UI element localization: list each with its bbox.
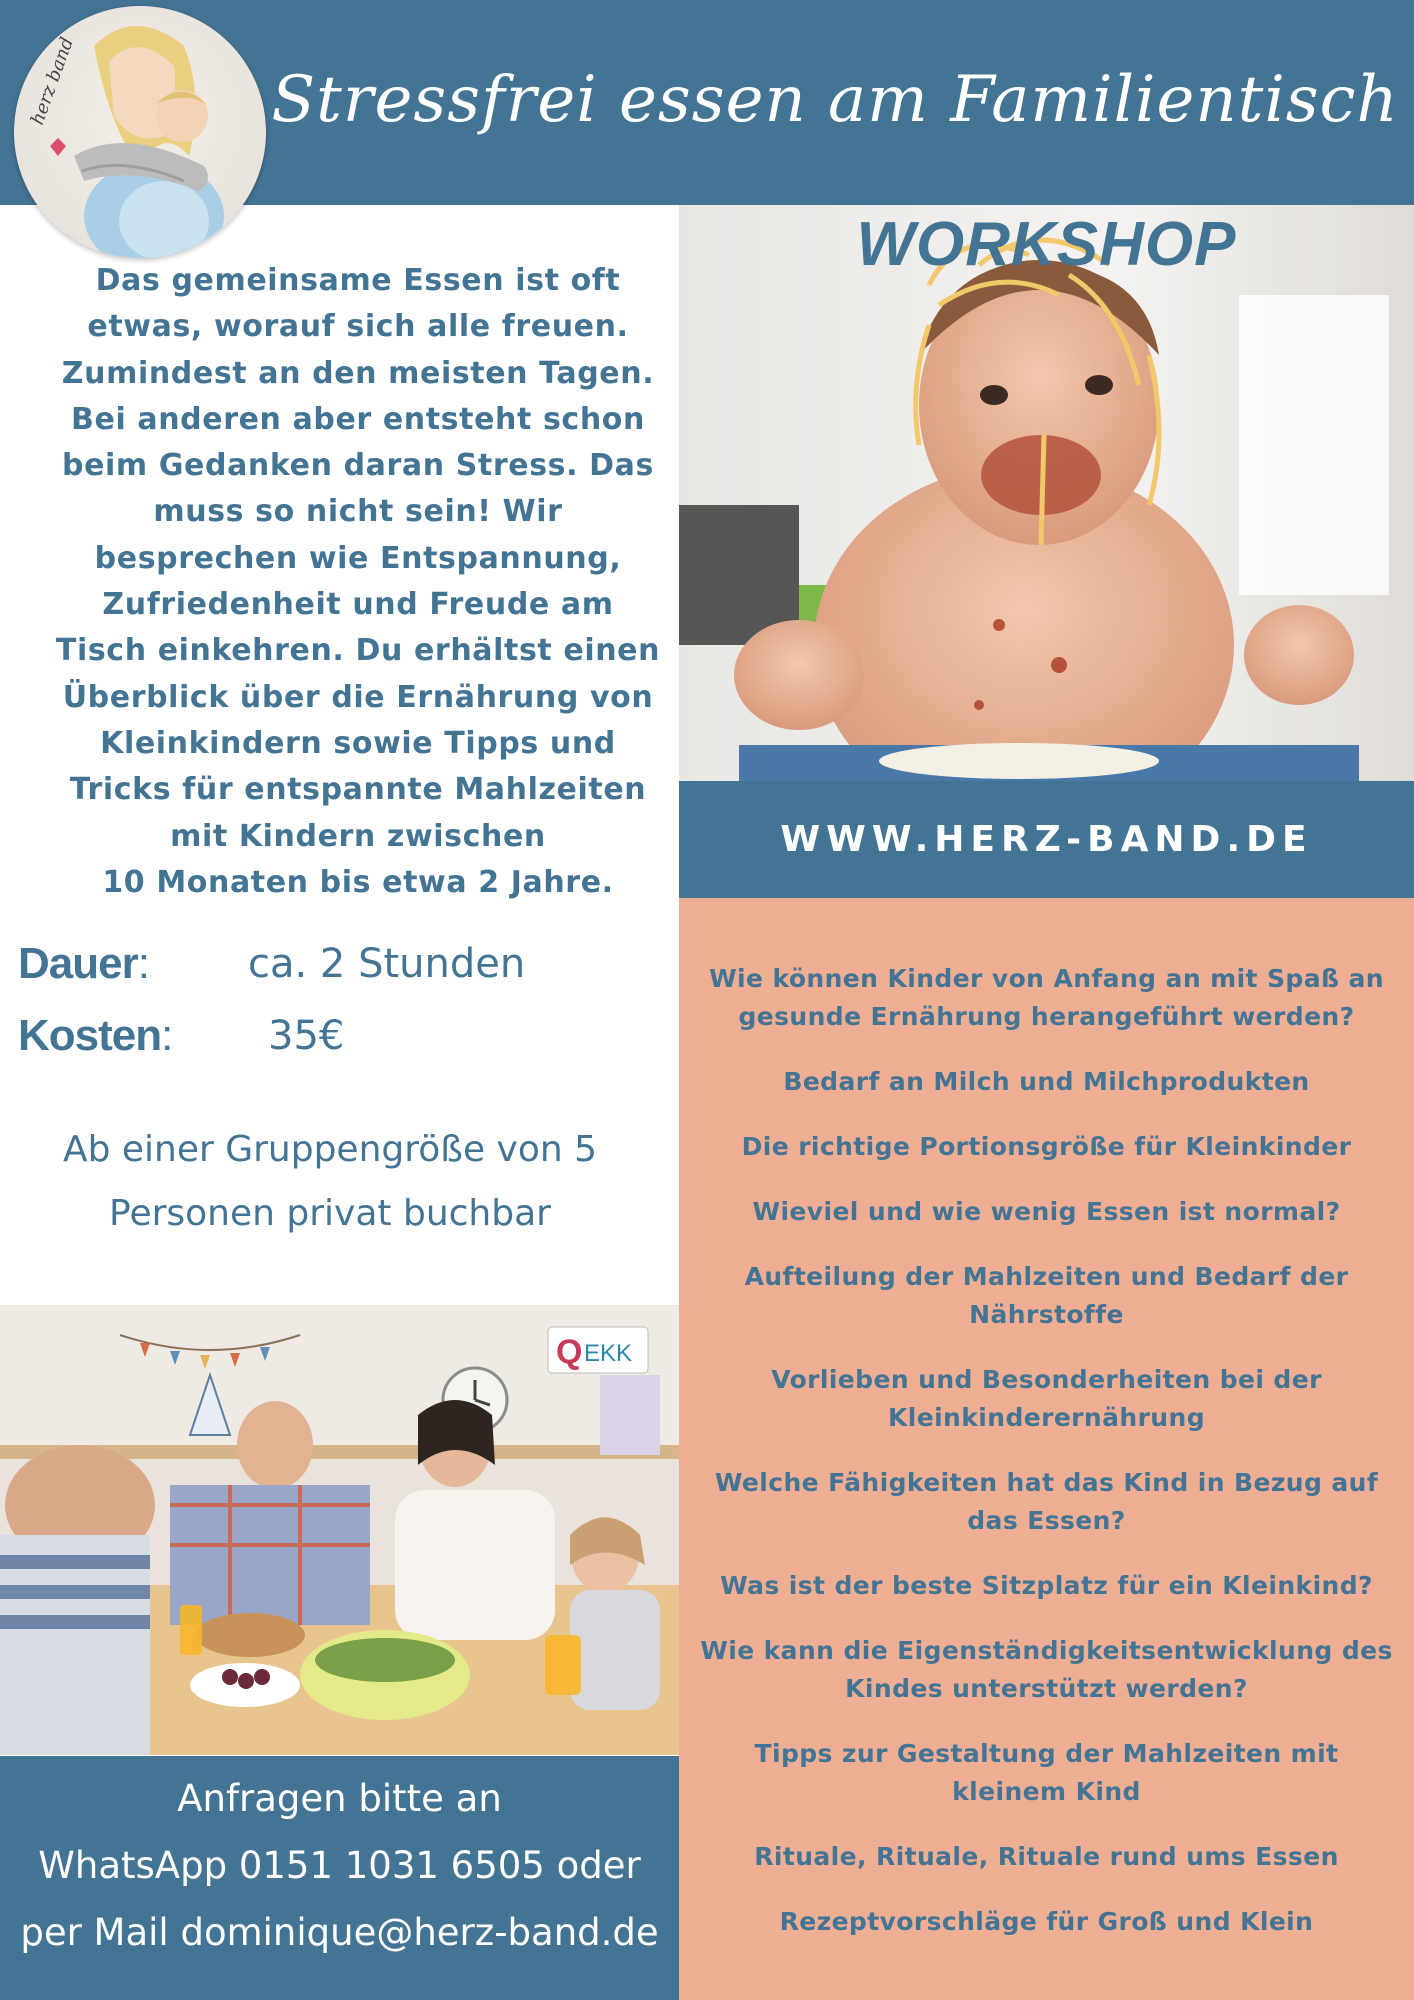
group-line-1: Ab einer Gruppengröße von 5 bbox=[62, 1129, 598, 1170]
duration-row bbox=[18, 934, 638, 994]
intro-line: Zumindest an den meisten Tagen. bbox=[61, 355, 655, 391]
cost-label: Kosten: bbox=[18, 1011, 173, 1060]
group-booking-text bbox=[20, 1118, 640, 1246]
intro-line: Tisch einkehren. Du erhältst einen bbox=[55, 633, 661, 669]
intro-line: Überblick über die Ernährung von bbox=[62, 679, 654, 715]
workshop-label: WORKSHOP bbox=[856, 210, 1237, 279]
topic-item: Wie können Kinder von Anfang an mit Spaß an gesunde Ernährung herangeführt werden? bbox=[709, 964, 1384, 1031]
cost-value: 35€ bbox=[268, 1013, 345, 1059]
topics-list bbox=[679, 960, 1414, 1968]
intro-line: Tricks für entspannte Mahlzeiten bbox=[69, 772, 647, 808]
topic-item: Aufteilung der Mahlzeiten und Bedarf der Nährstoffe bbox=[744, 1262, 1349, 1329]
topic-item: Was ist der beste Sitzplatz für ein Kleinkind? bbox=[720, 1571, 1373, 1600]
topic-item: Wieviel und wie wenig Essen ist normal? bbox=[752, 1197, 1341, 1226]
intro-text bbox=[48, 258, 668, 906]
contact-info bbox=[0, 1765, 679, 1966]
intro-line: besprechen wie Entspannung, bbox=[94, 540, 622, 576]
intro-line: Kleinkindern sowie Tipps und bbox=[100, 725, 616, 761]
intro-line: beim Gedanken daran Stress. Das bbox=[62, 448, 654, 484]
group-line-2: Personen privat buchbar bbox=[109, 1193, 551, 1234]
intro-line: muss so nicht sein! Wir bbox=[153, 494, 563, 530]
duration-value: ca. 2 Stunden bbox=[248, 941, 526, 987]
topic-item: Bedarf an Milch und Milchprodukten bbox=[783, 1067, 1310, 1096]
website-link[interactable]: WWW.HERZ-BAND.DE bbox=[780, 819, 1313, 860]
topic-item: Wie kann die Eigenständigkeitsentwicklung des Kindes unterstützt werden? bbox=[700, 1636, 1393, 1703]
qekk-badge-q: Q bbox=[556, 1333, 583, 1371]
contact-whatsapp[interactable]: WhatsApp 0151 1031 6505 oder bbox=[38, 1844, 641, 1887]
topic-item: Rezeptvorschläge für Groß und Klein bbox=[779, 1907, 1314, 1936]
intro-line: Das gemeinsame Essen ist oft bbox=[95, 263, 621, 298]
contact-line-1: Anfragen bitte an bbox=[177, 1777, 502, 1820]
topic-item: Die richtige Portionsgröße für Kleinkinder bbox=[741, 1132, 1352, 1161]
topic-item: Tipps zur Gestaltung der Mahlzeiten mit kleinem Kind bbox=[754, 1739, 1339, 1806]
intro-line: etwas, worauf sich alle freuen. bbox=[87, 309, 629, 345]
mother-child-illustration bbox=[14, 6, 266, 258]
topic-item: Welche Fähigkeiten hat das Kind in Bezug auf das Essen? bbox=[714, 1468, 1379, 1535]
baby-spaghetti-photo bbox=[679, 205, 1414, 781]
intro-line: 10 Monaten bis etwa 2 Jahre. bbox=[102, 864, 614, 900]
intro-line: Bei anderen aber entsteht schon bbox=[71, 401, 645, 437]
topic-item: Rituale, Rituale, Rituale rund ums Essen bbox=[754, 1842, 1339, 1871]
logo bbox=[14, 6, 266, 258]
cost-row bbox=[18, 1006, 638, 1066]
contact-email[interactable]: per Mail dominique@herz-band.de bbox=[20, 1911, 659, 1954]
intro-line: mit Kindern zwischen bbox=[170, 818, 546, 854]
duration-label: Dauer: bbox=[18, 939, 149, 988]
page-title: Stressfrei essen am Familientisch bbox=[271, 63, 1399, 137]
logo-text: herz band bbox=[26, 34, 78, 128]
qekk-badge-rest: EKK bbox=[584, 1340, 633, 1367]
intro-line: Zufriedenheit und Freude am bbox=[102, 587, 614, 623]
family-meal-photo bbox=[0, 1305, 679, 1755]
topic-item: Vorlieben und Besonderheiten bei der Kleinkinderernährung bbox=[771, 1365, 1322, 1432]
heart-icon bbox=[50, 138, 66, 156]
